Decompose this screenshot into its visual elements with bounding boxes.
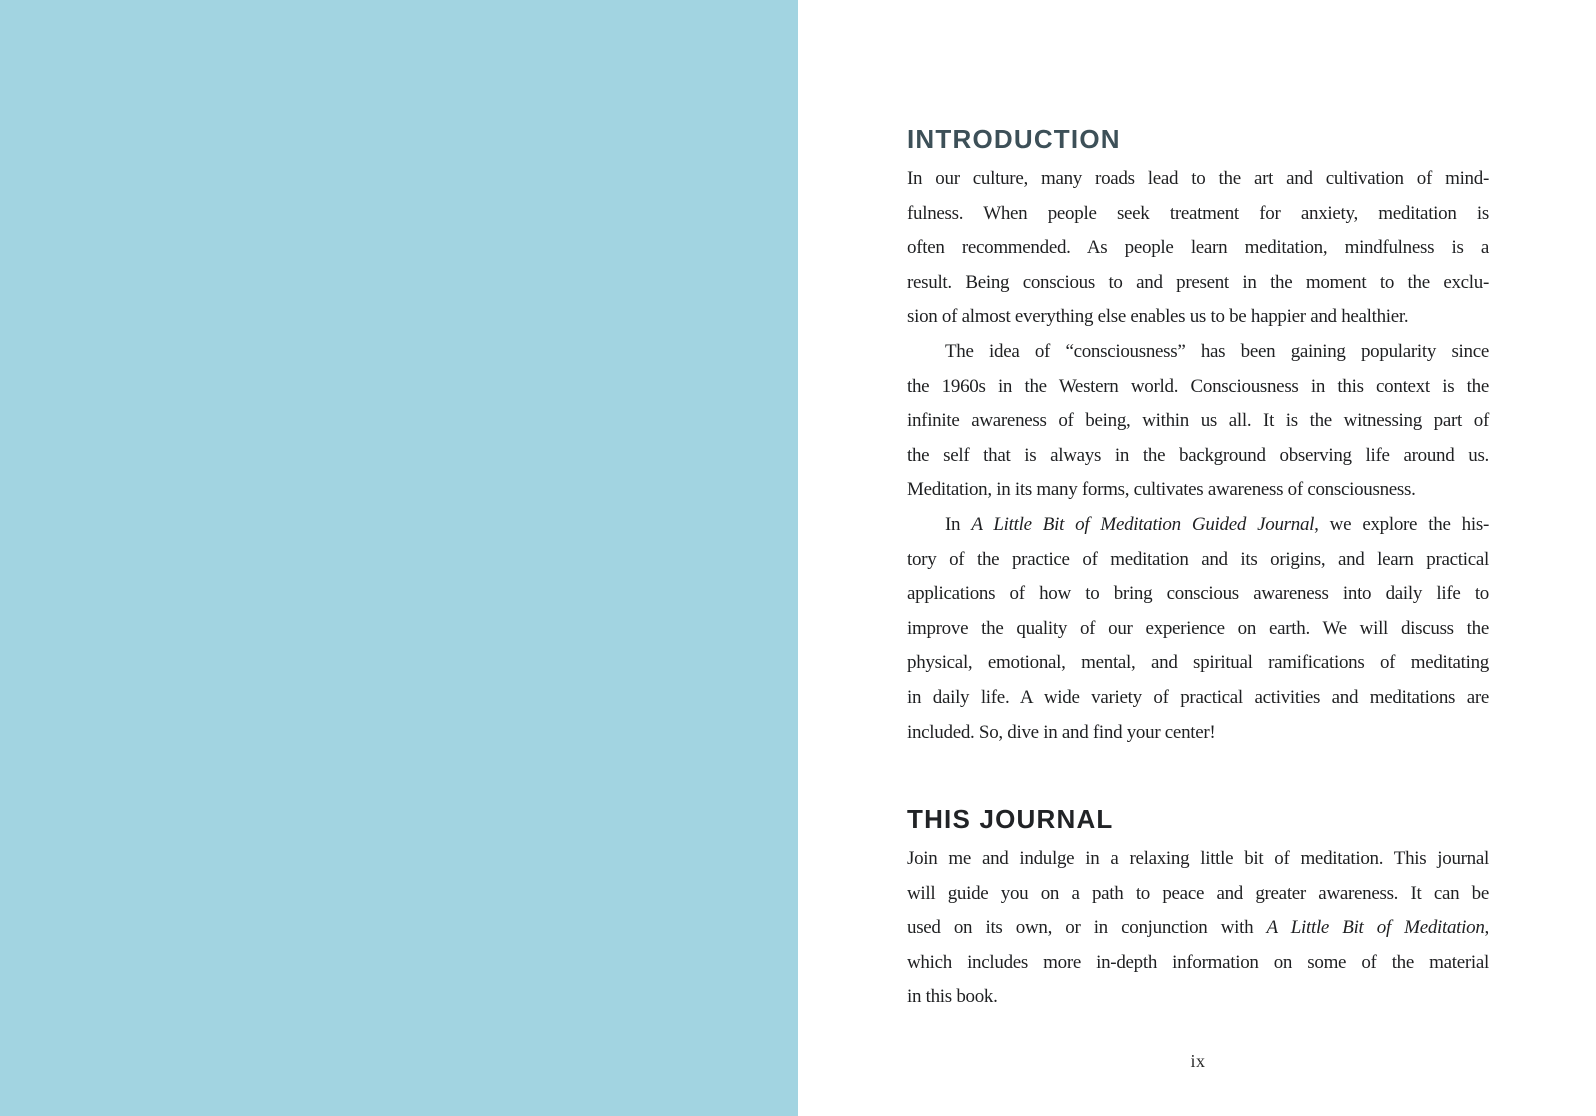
text-line: the self that is always in the background observing life around us. xyxy=(907,444,1489,466)
right-text-page xyxy=(798,0,1596,1116)
text-line: will guide you on a path to peace and greater awareness. It can be xyxy=(907,882,1489,904)
paragraph xyxy=(907,335,1489,508)
text-line: In A Little Bit of Meditation Guided Journal, we explore the his- xyxy=(945,513,1489,535)
text-line: in daily life. A wide variety of practical activities and meditations are xyxy=(907,686,1489,708)
text-line: the 1960s in the Western world. Consciousness in this context is the xyxy=(907,375,1489,397)
text-line: in this book. xyxy=(907,986,998,1008)
text-line: often recommended. As people learn meditation, mindfulness is a xyxy=(907,237,1489,259)
text-line: which includes more in-depth information on some of the material xyxy=(907,951,1489,973)
text-line: Join me and indulge in a relaxing little bit of meditation. This journal xyxy=(907,848,1489,870)
section-introduction xyxy=(907,124,1489,750)
text-line: tory of the practice of meditation and its origins, and learn practical xyxy=(907,548,1489,570)
paragraph xyxy=(907,508,1489,750)
paragraph xyxy=(907,842,1489,1015)
text-line: infinite awareness of being, within us all. It is the witnessing part of xyxy=(907,410,1489,432)
text-line: The idea of “consciousness” has been gaining popularity since xyxy=(945,340,1489,362)
text-line: used on its own, or in conjunction with A Little Bit of Meditation, xyxy=(907,917,1489,939)
text-line: physical, emotional, mental, and spiritual ramifications of meditating xyxy=(907,652,1489,674)
text-line: fulness. When people seek treatment for anxiety, meditation is xyxy=(907,202,1489,224)
text-line: applications of how to bring conscious awareness into daily life to xyxy=(907,583,1489,605)
paragraph xyxy=(907,162,1489,335)
text-line: sion of almost everything else enables us to be happier and healthier. xyxy=(907,306,1409,328)
text-line: Meditation, in its many forms, cultivates awareness of consciousness. xyxy=(907,479,1416,501)
page-number: ix xyxy=(1190,1051,1206,1071)
text-line: included. So, dive in and find your center! xyxy=(907,721,1216,743)
section-heading-introduction: INTRODUCTION xyxy=(907,124,1121,154)
text-column xyxy=(907,124,1489,1015)
section-this-journal xyxy=(907,804,1489,1015)
text-line: In our culture, many roads lead to the art and cultivation of mind- xyxy=(907,168,1489,189)
section-heading-this-journal: THIS JOURNAL xyxy=(907,804,1114,835)
text-line: result. Being conscious to and present in the moment to the exclu- xyxy=(907,271,1489,293)
text-line: improve the quality of our experience on earth. We will discuss the xyxy=(907,617,1489,639)
